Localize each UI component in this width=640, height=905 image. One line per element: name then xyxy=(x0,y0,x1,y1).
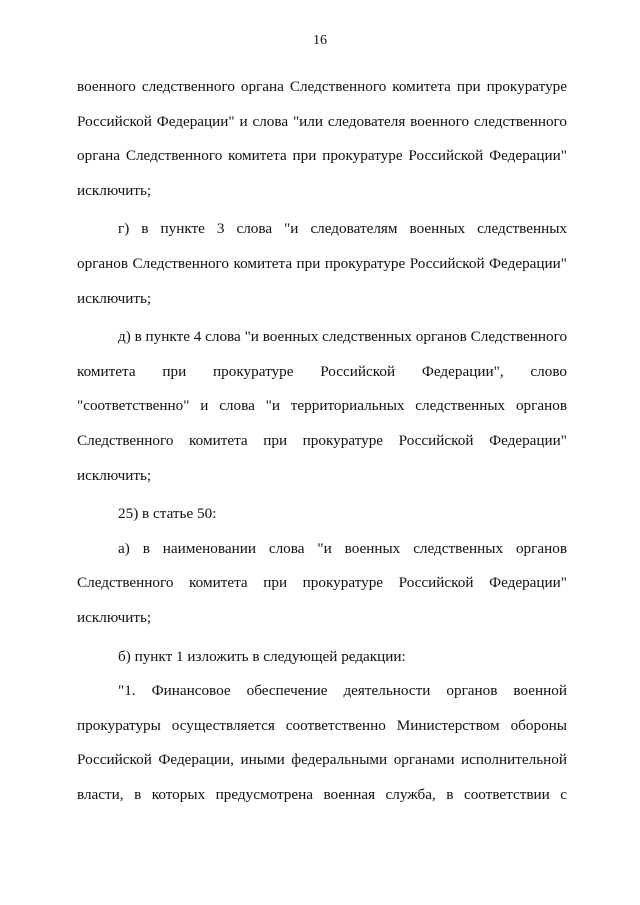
text-line: исключить; xyxy=(77,466,152,484)
text-line: Российской Федерации, иными федеральными органами исполнительной xyxy=(77,751,567,769)
text-line: Следственного комитета при прокуратуре Российской Федерации" xyxy=(77,431,567,449)
text-line: власти, в которых предусмотрена военная служба, в соответствии с xyxy=(77,785,567,803)
document-body xyxy=(77,70,567,812)
text-line: органов Следственного комитета при прокуратуре Российской Федерации" xyxy=(77,254,567,272)
text-line: Российской Федерации" и слова "или следователя военного следственного xyxy=(77,112,567,130)
text-line: а) в наименовании слова "и военных следственных органов xyxy=(118,539,567,557)
text-line: г) в пункте 3 слова "и следователям военных следственных xyxy=(118,220,567,238)
text-line: д) в пункте 4 слова "и военных следственных органов Следственного xyxy=(118,328,568,346)
text-line: Следственного комитета при прокуратуре Российской Федерации" xyxy=(77,574,567,592)
page-number: 16 xyxy=(313,33,327,48)
text-line: б) пункт 1 изложить в следующей редакции: xyxy=(118,647,406,665)
text-line: исключить; xyxy=(77,181,152,199)
text-line: прокуратуры осуществляется соответственно Министерством обороны xyxy=(77,716,567,734)
text-line: "соответственно" и слова "и территориальных следственных органов xyxy=(77,397,567,415)
text-line: комитета при прокуратуре Российской Федерации", слово xyxy=(77,362,567,380)
text-line: военного следственного органа Следственного комитета при прокуратуре xyxy=(77,78,567,95)
text-line: "1. Финансовое обеспечение деятельности органов военной xyxy=(118,682,567,700)
text-line: 25) в статье 50: xyxy=(118,505,217,523)
text-line: исключить; xyxy=(77,608,152,626)
text-line: органа Следственного комитета при прокуратуре Российской Федерации" xyxy=(77,147,567,165)
text-line: исключить; xyxy=(77,289,152,307)
